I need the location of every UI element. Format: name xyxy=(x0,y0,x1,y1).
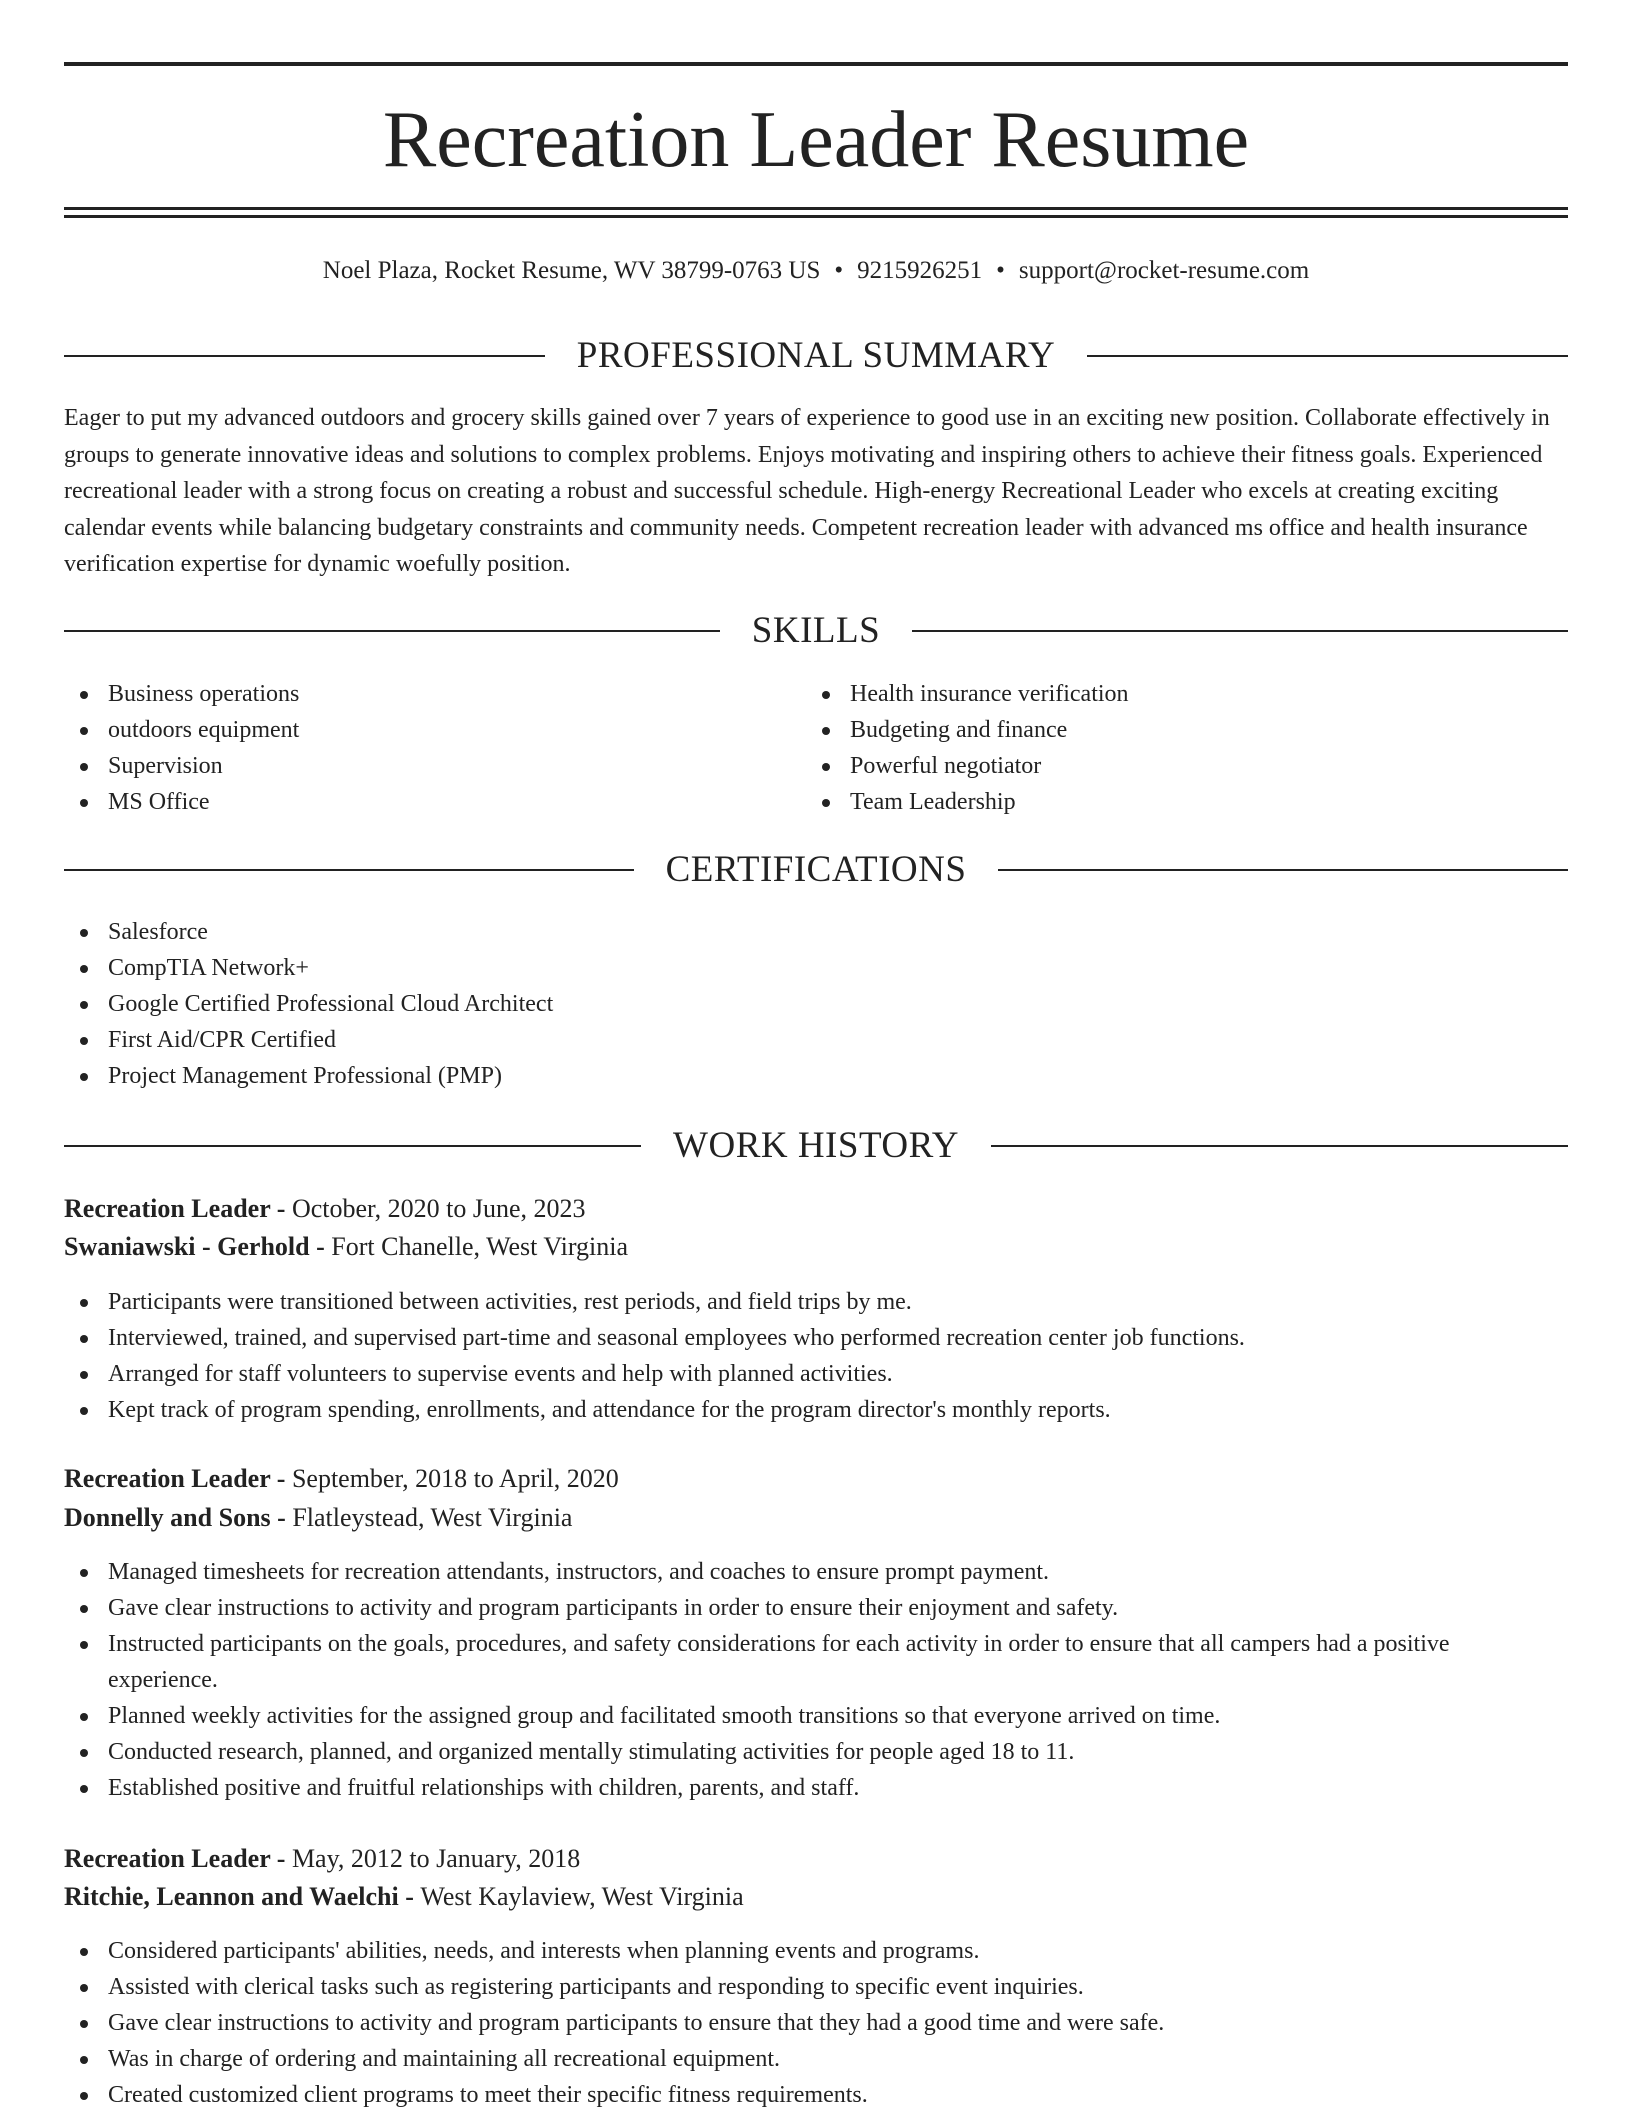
job-title-line: Recreation Leader - September, 2018 to April, 2020 xyxy=(64,1464,619,1493)
title-rule-lower xyxy=(64,215,1568,218)
job-duty: Was in charge of ordering and maintaining all recreational equipment. xyxy=(64,2041,1568,2077)
job-company-line: Donnelly and Sons - Flatleystead, West Virginia xyxy=(64,1503,573,1532)
certification-item: Salesforce xyxy=(64,914,1464,950)
section-rule xyxy=(64,630,720,632)
skills-list-right xyxy=(806,676,1506,820)
skill-item: Powerful negotiator xyxy=(806,748,1506,784)
summary-text: Eager to put my advanced outdoors and grocery skills gained over 7 years of experience to good use in an exciting new position. Collaborate effectively in groups to generate innovative ideas and solutions to complex problems. Enjoys motivating and inspiring others to achieve their fitness goals. Experienced recreational leader with a strong focus on creating a robust and successful schedule. High-energy Recreational Leader who excels at creating exciting calendar events while balancing budgetary constraints and community needs. Competent recreation leader with advanced ms office and health insurance verification expertise for dynamic woefully position. xyxy=(64,405,1550,577)
top-rule xyxy=(64,62,1568,66)
job-company: Donnelly and Sons xyxy=(64,1503,271,1532)
certification-item: CompTIA Network+ xyxy=(64,950,1464,986)
contact-email: support@rocket-resume.com xyxy=(1018,257,1310,284)
job-duty: Planned weekly activities for the assigned group and facilitated smooth transitions so that everyone arrived on time. xyxy=(64,1698,1528,1734)
skills-section-title: SKILLS xyxy=(751,610,881,651)
job-duty: Managed timesheets for recreation attendants, instructors, and coaches to ensure prompt payment. xyxy=(64,1554,1528,1590)
summary-section-header xyxy=(64,334,1568,378)
certifications-section-title: CERTIFICATIONS xyxy=(665,849,967,890)
section-rule xyxy=(991,1145,1568,1147)
contact-separator: • xyxy=(996,257,1005,284)
skill-item: Team Leadership xyxy=(806,784,1506,820)
resume-title: Recreation Leader Resume xyxy=(382,96,1250,184)
section-rule xyxy=(1087,355,1568,357)
title-rule-upper xyxy=(64,207,1568,210)
work-section-header xyxy=(64,1124,1568,1168)
job-duty: Considered participants' abilities, needs, and interests when planning events and programs. xyxy=(64,1933,1568,1969)
job-dates: May, 2012 to January, 2018 xyxy=(291,1844,581,1873)
job-duty: Gave clear instructions to activity and program participants to ensure that they had a good time and were safe. xyxy=(64,2005,1568,2041)
section-rule xyxy=(64,869,634,871)
section-rule xyxy=(912,630,1568,632)
job-duty: Assisted with clerical tasks such as registering participants and responding to specific event inquiries. xyxy=(64,1969,1568,2005)
certifications-section-header xyxy=(64,848,1568,892)
certification-item: First Aid/CPR Certified xyxy=(64,1022,1464,1058)
job-duty: Created customized client programs to meet their specific fitness requirements. xyxy=(64,2077,1568,2113)
section-rule xyxy=(998,869,1568,871)
job-company: Ritchie, Leannon and Waelchi xyxy=(64,1882,399,1911)
job-duty: Gave clear instructions to activity and program participants in order to ensure their enjoyment and safety. xyxy=(64,1590,1528,1626)
work-section-title: WORK HISTORY xyxy=(673,1125,959,1166)
certification-item: Project Management Professional (PMP) xyxy=(64,1058,1464,1094)
job-duty: Arranged for staff volunteers to supervise events and help with planned activities. xyxy=(64,1356,1568,1392)
skill-item: Supervision xyxy=(64,748,764,784)
job-title-line: Recreation Leader - October, 2020 to June, 2023 xyxy=(64,1194,586,1223)
job-duty: Established positive and fruitful relationships with children, parents, and staff. xyxy=(64,1770,1528,1806)
job-role: Recreation Leader xyxy=(64,1194,271,1223)
contact-phone: 9215926251 xyxy=(857,257,983,284)
job-duty: Participants were transitioned between activities, rest periods, and field trips by me. xyxy=(64,1284,1568,1320)
skill-item: Health insurance verification xyxy=(806,676,1506,712)
contact-address: Noel Plaza, Rocket Resume, WV 38799-0763 US xyxy=(322,257,821,284)
job-duties-list xyxy=(64,1284,1568,1428)
job-role: Recreation Leader xyxy=(64,1844,271,1873)
skills-section-header xyxy=(64,609,1568,653)
job-dates: October, 2020 to June, 2023 xyxy=(291,1194,586,1223)
contact-line xyxy=(64,254,1568,288)
job-company-line: Ritchie, Leannon and Waelchi - West Kaylaview, West Virginia xyxy=(64,1882,744,1911)
skills-list-left xyxy=(64,676,764,820)
job-company-line: Swaniawski - Gerhold - Fort Chanelle, West Virginia xyxy=(64,1232,629,1261)
job-location: Fort Chanelle, West Virginia xyxy=(331,1232,629,1261)
section-rule xyxy=(64,1145,641,1147)
certifications-list xyxy=(64,914,1464,1094)
job-duties-list xyxy=(64,1554,1528,1806)
job-location: West Kaylaview, West Virginia xyxy=(420,1882,744,1911)
job-duty: Interviewed, trained, and supervised part-time and seasonal employees who performed recreation center job functions. xyxy=(64,1320,1568,1356)
job-duty: Conducted research, planned, and organized mentally stimulating activities for people aged 18 to 11. xyxy=(64,1734,1528,1770)
contact-separator: • xyxy=(834,257,844,284)
job-title-line: Recreation Leader - May, 2012 to January, 2018 xyxy=(64,1844,581,1873)
job-company: Swaniawski - Gerhold xyxy=(64,1232,310,1261)
job-dates: September, 2018 to April, 2020 xyxy=(291,1464,619,1493)
summary-section-title: PROFESSIONAL SUMMARY xyxy=(576,335,1056,376)
job-duties-list xyxy=(64,1933,1568,2113)
job-role: Recreation Leader xyxy=(64,1464,271,1493)
skill-item: Budgeting and finance xyxy=(806,712,1506,748)
skill-item: MS Office xyxy=(64,784,764,820)
job-duty: Kept track of program spending, enrollments, and attendance for the program director's monthly reports. xyxy=(64,1392,1568,1428)
skill-item: Business operations xyxy=(64,676,764,712)
section-rule xyxy=(64,355,545,357)
job-location: Flatleystead, West Virginia xyxy=(292,1503,573,1532)
skill-item: outdoors equipment xyxy=(64,712,764,748)
job-duty: Instructed participants on the goals, procedures, and safety considerations for each activity in order to ensure that all campers had a positive experience. xyxy=(64,1626,1528,1698)
certification-item: Google Certified Professional Cloud Architect xyxy=(64,986,1464,1022)
